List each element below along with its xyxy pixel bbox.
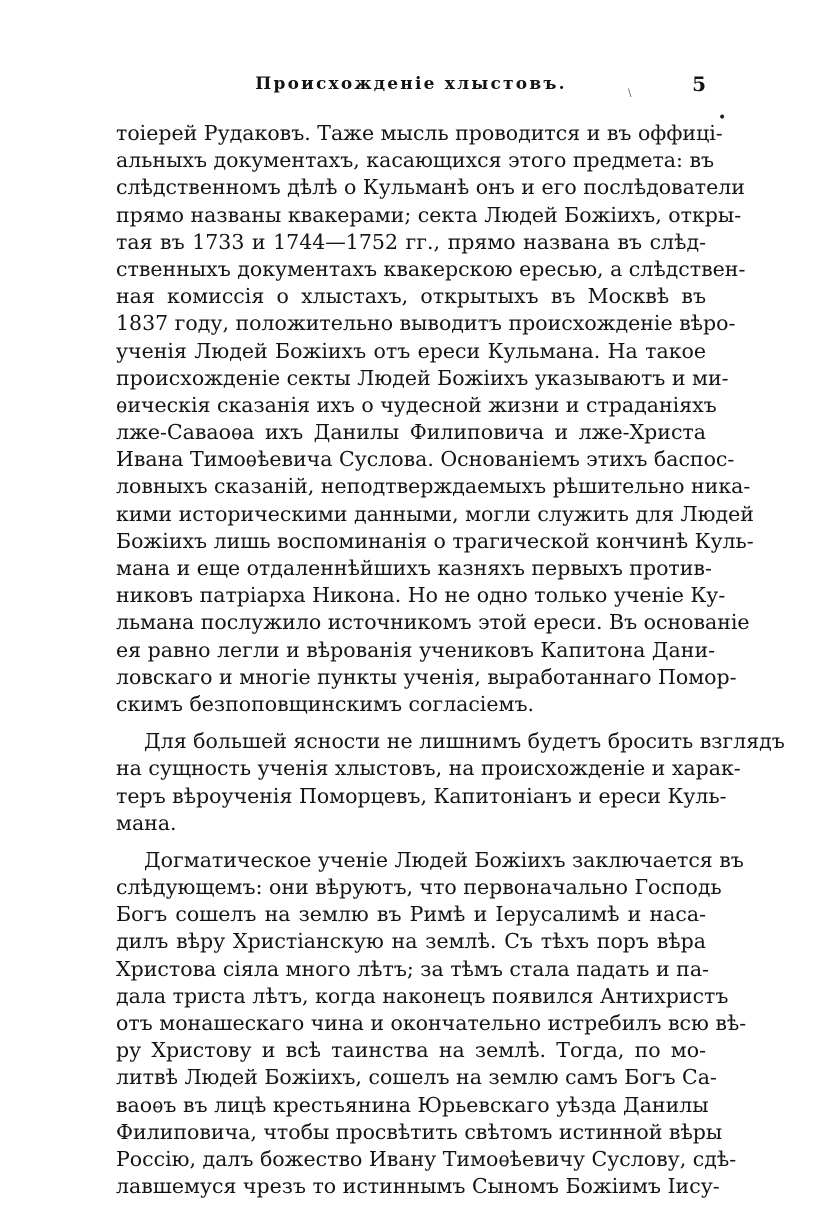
text-line: ственныхъ документахъ квакерскою ересью, а слѣдствен- [116,256,746,281]
text-line: Ивана Тимоѳѣевича Суслова. Основаніемъ этихъ баспос- [116,447,735,472]
body-text [116,120,785,1210]
text-line: дала триста лѣтъ, когда наконецъ появился Антихристъ [116,983,729,1008]
text-line: теръ вѣроученія Поморцевъ, Капитоніанъ и ереси Куль- [116,783,727,808]
text-line: Для большей ясности не лишнимъ будетъ бросить взглядъ [144,729,785,754]
text-line: лже-Саваоѳа ихъ Данилы Филиповича и лже-Христа [116,420,706,445]
text-line: альныхъ документахъ, касающихся этого предмета: въ [116,148,715,173]
text-line: отъ монашескаго чина и окончательно истребилъ всю вѣ- [116,1011,747,1035]
text-line: Догматическое ученіе Людей Божіихъ заключается въ [144,847,744,872]
text-line: Христова сіяла много лѣтъ; за тѣмъ стала падать и па- [116,956,709,981]
text-line: 1837 году, положительно выводитъ происхожденіе вѣро- [116,311,736,336]
text-line: скимъ безпоповщинскимъ согласіемъ. [116,691,534,716]
text-line: ловныхъ сказаній, неподтверждаемыхъ рѣшительно ника- [116,474,751,499]
text-line: мана. [116,810,177,835]
margin-dot-mark: • [718,110,727,126]
text-line: Божіихъ лишь воспоминанія о трагической кончинѣ Куль- [116,528,754,553]
text-line: лавшемуся чрезъ то истиннымъ Сыномъ Божіимъ Іису- [116,1174,720,1199]
text-line: прямо названы квакерами; секта Людей Божіихъ, откры- [116,202,742,227]
text-line: льмана послужило источникомъ этой ереси. Въ основаніе [116,610,750,635]
paragraph-2 [116,728,785,837]
text-line: Богъ сошелъ на землю въ Римѣ и Іерусалимѣ и наса- [116,902,706,927]
text-line: тая въ 1733 и 1744—1752 гг., прямо названа въ слѣд- [116,229,706,254]
text-line: никовъ патріарха Никона. Но не одно только ученіе Ку- [116,583,726,608]
page-number: 5 [692,72,706,96]
text-line: ея равно легли и вѣрованія учениковъ Капитона Дани- [116,637,716,662]
text-line: ѳическія сказанія ихъ о чудесной жизни и страданіяхъ [116,392,717,417]
stray-ink-mark: \ [628,88,632,99]
text-line: тоіерей Рудаковъ. Таже мысль проводится и въ оффиці- [116,121,723,145]
text-line: кими историческими данными, могли служить для Людей [116,501,754,526]
text-line: дилъ вѣру Христіанскую на землѣ. Съ тѣхъ поръ вѣра [116,929,706,954]
text-line: мана и еще отдаленнѣйшихъ казняхъ первыхъ против- [116,556,712,580]
text-line: Россію, далъ божество Ивану Тимоѳѣевичу Суслову, сдѣ- [116,1146,737,1171]
text-line: слѣдственномъ дѣлѣ о Кульманѣ онъ и его послѣдователи [116,175,745,200]
text-line: слѣдующемъ: они вѣруютъ, что первоначально Господь [116,875,722,900]
paragraph-3 [116,847,747,1200]
running-title: Происхожденіе хлыстовъ. [255,74,567,94]
text-line: ная комиссія о хлыстахъ, открытыхъ въ Москвѣ въ [116,284,706,309]
text-line: ру Христову и всѣ таинства на землѣ. Тогда, по мо- [116,1038,706,1063]
text-line: литвѣ Людей Божіихъ, сошелъ на землю самъ Богъ Са- [116,1065,717,1090]
paragraph-1 [116,120,754,718]
page-header [116,70,706,100]
text-line: Филиповича, чтобы просвѣтить свѣтомъ истинной вѣры [116,1119,723,1144]
text-line: ловскаго и многіе пункты ученія, выработаннаго Помор- [116,664,737,689]
text-line: на сущность ученія хлыстовъ, на происхожденіе и харак- [116,756,741,781]
text-line: ученія Людей Божіихъ отъ ереси Кульмана. На такое [116,338,706,363]
text-line: происхожденіе секты Людей Божіихъ указываютъ и ми- [116,365,729,390]
text-line: ваоѳъ въ лицѣ крестьянина Юрьевскаго уѣзда Данилы [116,1092,709,1117]
